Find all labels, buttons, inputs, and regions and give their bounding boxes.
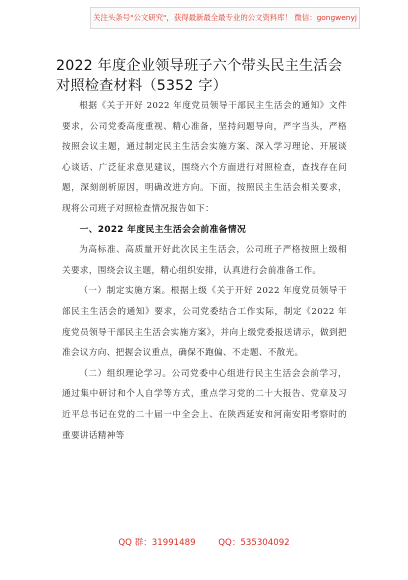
section-heading: 一、2022 年度民主生活会会前准备情况 (79, 224, 247, 235)
intro-paragraph: 根据《关于开好 2022 年度党员领导干部民主生活会的通知》文件要求，公司党委高度重视、精心准备，坚持问题导向，严字当头，严格按照会议主题，通过制定民主生活会实施方案、深入学习理论、开展谈心谈话、广泛征求意见建议，围绕六个方面进行对照检查，查找存在问题，深刻剖析原因，明确改进方向。下面，按照民主生活会相关要求，现将公司班子对照检查情况报告如下： (62, 101, 347, 214)
document-title: 2022 年度企业领导班子六个带头民主生活会对照检查材料（5352 字） (56, 58, 343, 94)
section-paragraph: （一）制定实施方案。根据上级《关于开好 2022 年度党员领导干部民主生活会的通知》要求，公司党委结合工作实际，制定《2022 年度党员领导干部民主生活会实施方案》，并向上级党委报送请示，做到把准会议方向、把握会议重点，确保不跑偏、不走题、不散光。 (62, 286, 347, 359)
section-paragraph: 为高标准、高质量开好此次民主生活会，公司班子严格按照上级相关要求，围绕会议主题，精心组织安排，认真进行会前准备工作。 (62, 245, 347, 276)
footer-qq: QQ：535304092 (218, 538, 290, 548)
footer-qq-group: QQ 群：31991489 (118, 538, 196, 548)
header-banner: 关注头条号"公文研究"，获得最新最全最专业的公文资料库！ 微信：gongwenyj (90, 7, 360, 29)
footer-contact (0, 536, 408, 548)
document-body (62, 96, 347, 446)
section-paragraph: （二）组织理论学习。公司党委中心组进行民主生活会会前学习，通过集中研讨和个人自学等方式，重点学习党的二十大报告、党章及习近平总书记在党的二十届一中全会上、在陕西延安和河南安阳考察时的重要讲话精神等 (62, 368, 347, 441)
